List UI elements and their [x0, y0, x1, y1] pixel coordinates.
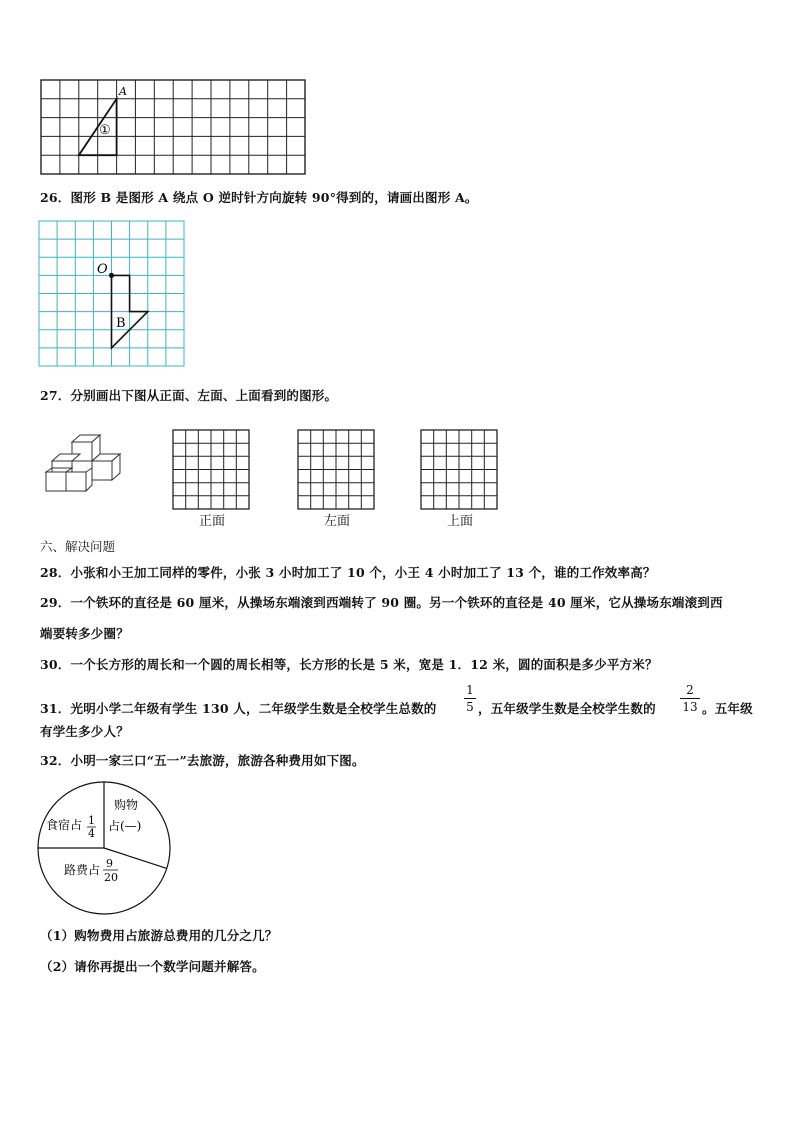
pie-label-travel: 路费占 [64, 863, 101, 877]
label-o: O [97, 262, 108, 277]
pie-travel-den: 20 [104, 871, 118, 884]
pie-chart [36, 780, 172, 916]
question-31-part2: ，五年级学生数是全校学生数的 [478, 701, 656, 716]
pie-food-num: 1 [88, 814, 95, 827]
caption-top: 上面 [447, 514, 474, 529]
fraction-two-thirteenths: 2 13 [680, 683, 700, 714]
pie-boundary-shopping-travel [104, 848, 167, 868]
point-o [109, 273, 114, 278]
question-27: 27．分别画出下图从正面、左面、上面看到的图形。 [40, 388, 338, 403]
question-31-part3: 。五年级 [702, 701, 753, 716]
question-32-sub2: （2）请你再提出一个数学问题并解答。 [40, 959, 265, 974]
grid-front-view [172, 429, 250, 510]
caption-left: 左面 [324, 514, 351, 529]
question-29-line2: 端要转多少圈？ [40, 626, 129, 641]
grid-left-view [297, 429, 375, 510]
label-b: B [116, 316, 126, 331]
question-32: 32．小明一家三口“五一”去旅游，旅游各种费用如下图。 [40, 753, 365, 768]
label-circled-1: ① [99, 123, 111, 138]
question-29-line1: 29．一个铁环的直径是 60 厘米，从操场东端滚到西端转了 90 圈。另一个铁环的直径是 40 厘米，它从操场东端滚到西 [40, 595, 723, 610]
caption-front: 正面 [199, 514, 226, 529]
question-26: 26．图形 B 是图形 A 绕点 O 逆时针方向旋转 90°得到的，请画出图形 A。 [40, 190, 478, 205]
pie-label-food: 食宿占 [46, 818, 83, 832]
question-30: 30．一个长方形的周长和一个圆的周长相等，长方形的长是 5 米，宽是 1．12 米，圆的面积是多少平方米？ [40, 657, 658, 672]
question-31-line2: 有学生多少人？ [40, 724, 129, 739]
pie-label-shopping-1: 购物 [114, 798, 139, 812]
pie-travel-num: 9 [106, 857, 113, 870]
question-28: 28．小张和小王加工同样的零件，小张 3 小时加工了 10 个，小王 4 小时加工了 13 个，谁的工作效率高？ [40, 565, 656, 580]
cube-solid-figure [42, 432, 122, 494]
fraction-one-fifth: 1 5 [464, 683, 476, 714]
grid-figure-25 [40, 79, 308, 176]
question-31-part1: 31．光明小学二年级有学生 130 人，二年级学生数是全校学生总数的 [40, 701, 437, 716]
question-32-sub1: （1）购物费用占旅游总费用的几分之几？ [40, 928, 278, 943]
grid-figure-26 [38, 220, 186, 368]
pie-label-shopping-2: 占(—) [108, 819, 142, 833]
grid-top-view [420, 429, 498, 510]
label-a: A [119, 85, 127, 98]
pie-food-den: 4 [88, 827, 95, 840]
section-title: 六、解决问题 [40, 539, 116, 554]
